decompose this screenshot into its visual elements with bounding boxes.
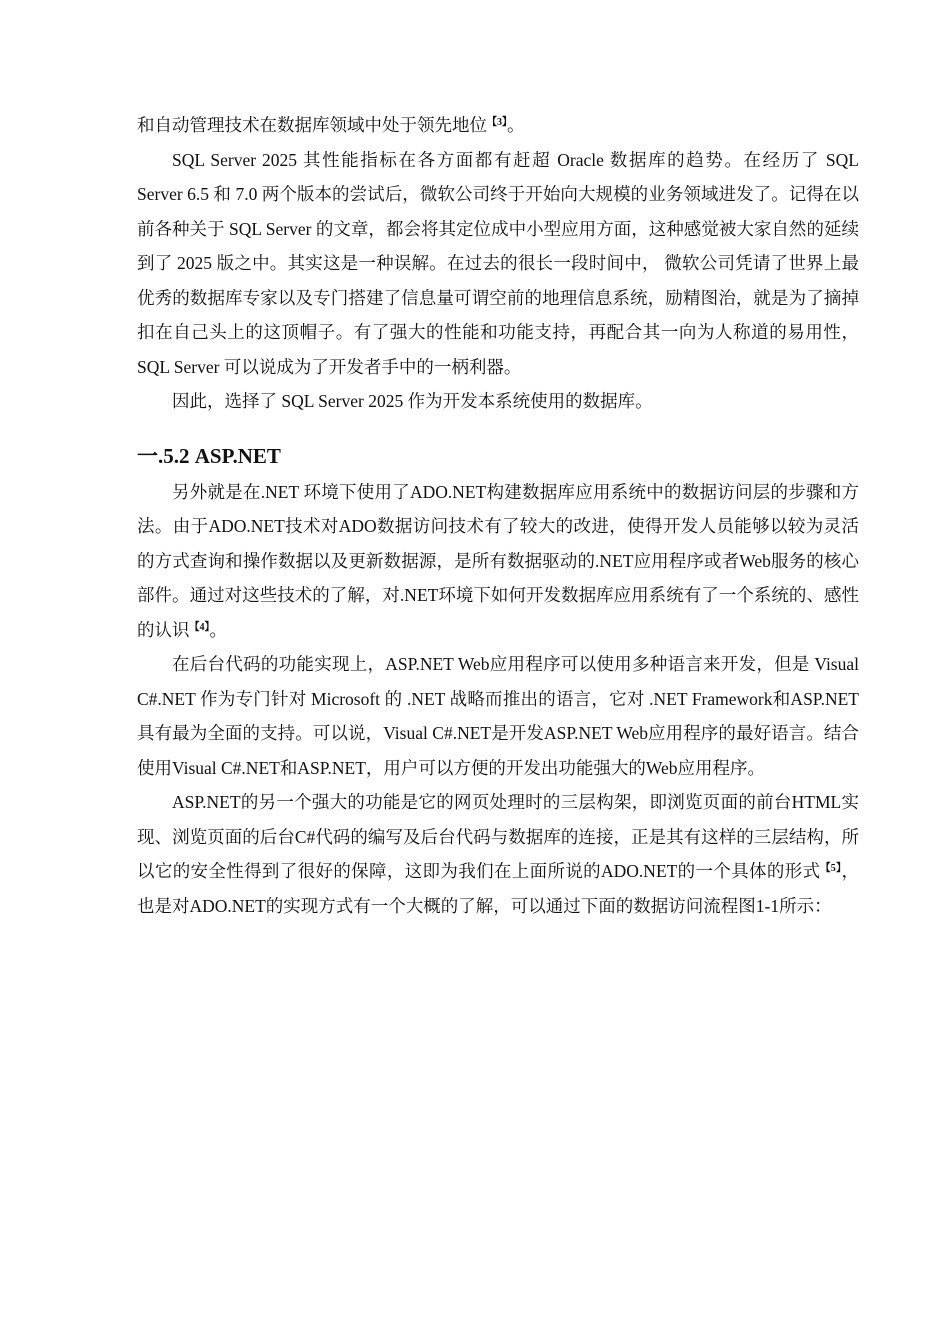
paragraph-1-text: 和自动管理技术在数据库领域中处于领先地位 [137, 115, 487, 135]
paragraph-1-tail: 。 [507, 115, 525, 135]
paragraph-6-tail: ，也是对ADO.NET的实现方式有一个大概的了解，可以通过下面的数据访问流程图1-1所示： [137, 861, 859, 916]
paragraph-2: SQL Server 2025 其性能指标在各方面都有赶超 Oracle 数据库的趋势。在经历了 SQL Server 6.5 和 7.0 两个版本的尝试后，微软公司终于开始向大规模的业务领域进发了。记得在以前各种关于 SQL Server 的文章，都会将其定位成中小型应用方面，这种感觉被大家自然的延续到了 2025 版之中。其实这是一种误解。在过去的很长一段时间中， 微软公司凭请了世界上最优秀的数据库专家以及专门搭建了信息量可谓空前的地理信息系统，励精图治，就是为了摘掉扣在自己头上的这顶帽子。有了强大的性能和功能支持，再配合其一向为人称道的易用性，SQL Server 可以说成为了开发者手中的一柄利器。 [137, 149, 859, 377]
paragraph-4-tail: 。 [209, 619, 227, 640]
paragraph-4-text: 另外就是在.NET 环境下使用了ADO.NET构建数据库应用系统中的数据访问层的步骤和方法。由于ADO.NET技术对ADO数据访问技术有了较大的改进，使得开发人员能够以较为灵活的方式查询和操作数据以及更新数据源，是所有数据驱动的.NET应用程序或者Web服务的核心部件。通过对这些技术的了解，对.NET环境下如何开发数据库应用系统有了一个系统的、感性的认识 [137, 481, 859, 640]
paragraph-6 [137, 785, 859, 923]
paragraph-1 [137, 108, 859, 143]
citation-5: 【5】 [820, 863, 842, 874]
citation-4: 【4】 [189, 621, 210, 633]
paragraph-4 [137, 475, 859, 648]
document-page [137, 108, 859, 923]
section-heading: 一.5.2 ASP.NET [137, 443, 281, 468]
citation-3: 【3】 [487, 117, 507, 128]
paragraph-6-text: ASP.NET的另一个强大的功能是它的网页处理时的三层构架，即浏览页面的前台HTML实现、浏览页面的后台C#代码的编写及后台代码与数据库的连接，正是其有这样的三层结构，所以它的安全性得到了很好的保障，这即为我们在上面所说的ADO.NET的一个具体的形式 [137, 792, 859, 881]
paragraph-3: 因此，选择了 SQL Server 2025 作为开发本系统使用的数据库。 [172, 391, 653, 411]
paragraph-5: 在后台代码的功能实现上，ASP.NET Web应用程序可以使用多种语言来开发，但是 Visual C#.NET 作为专门针对 Microsoft 的 .NET 战略而推出的语言，它对 .NET Framework和ASP.NET具有最为全面的支持。可以说，Visual C#.NET是开发ASP.NET Web应用程序的最好语言。结合使用Visual C#.NET和ASP.NET，用户可以方便的开发出功能强大的Web应用程序。 [137, 654, 859, 778]
